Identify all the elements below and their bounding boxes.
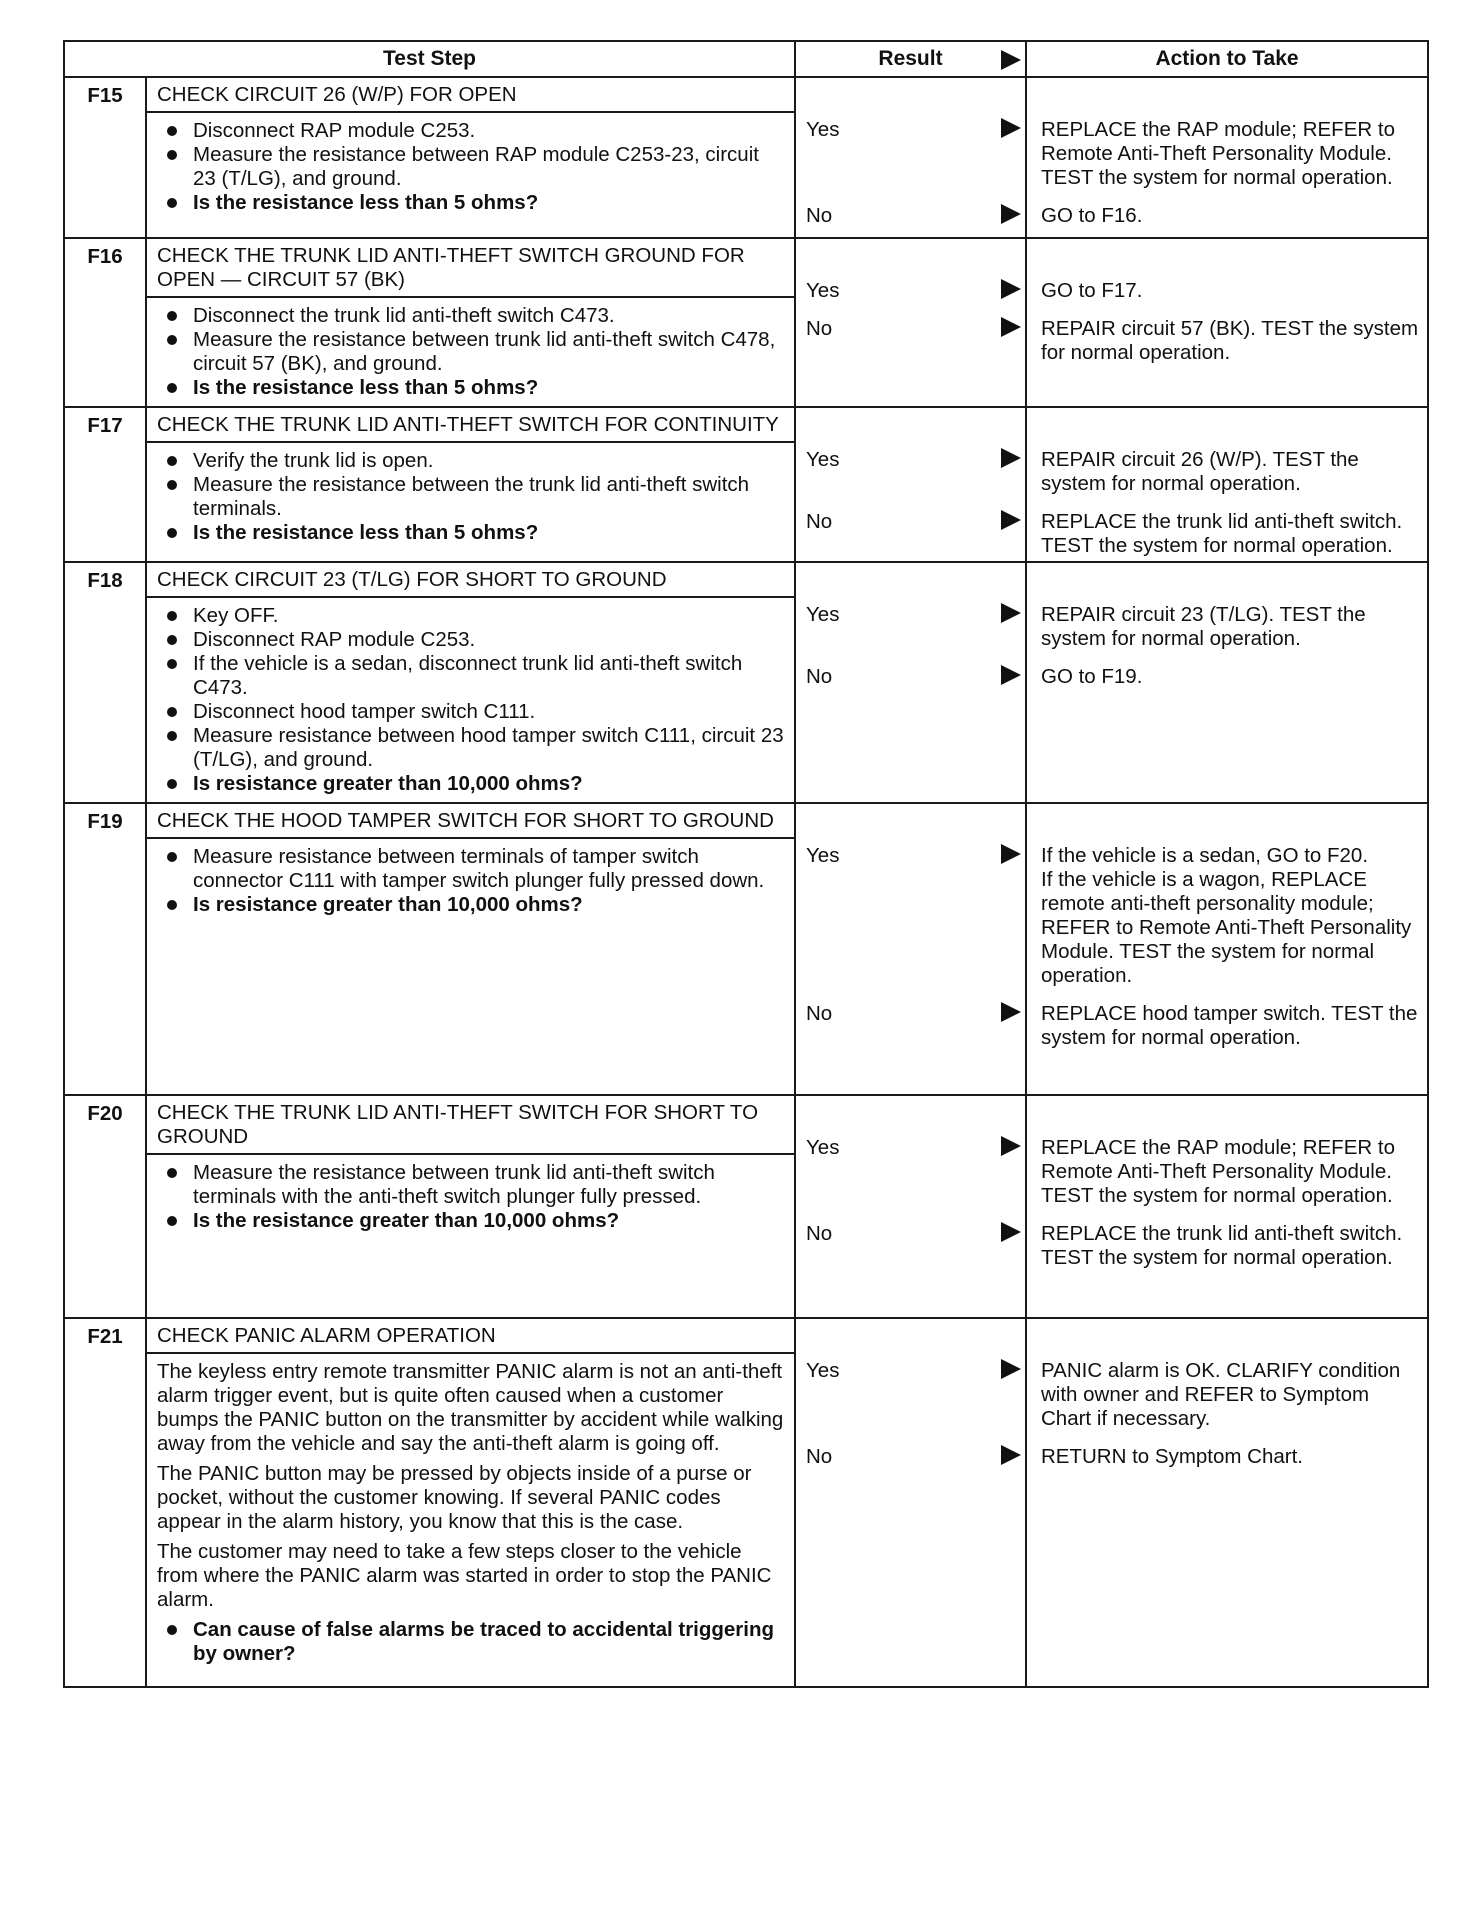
step-instruction: Disconnect hood tamper switch C111. <box>157 700 784 724</box>
step-bullet-list <box>157 449 784 545</box>
result-label: Yes <box>806 603 840 626</box>
step-id: F16 <box>64 238 146 297</box>
step-instruction: Measure the resistance between trunk lid anti-theft switch terminals with the anti-theft switch plunger fully pressed. <box>157 1161 784 1209</box>
step-id-blank <box>64 442 146 562</box>
arrow-right-icon <box>1001 118 1021 138</box>
step-id-blank <box>64 1154 146 1318</box>
step-question: Is the resistance less than 5 ohms? <box>157 521 784 545</box>
step-body <box>146 1154 795 1318</box>
step-paragraph: The keyless entry remote transmitter PANIC alarm is not an anti-theft alarm trigger event, but is quite often caused when a customer bumps the PANIC button on the transmitter by accident while walking away from the vehicle and say the anti-theft alarm is going off. <box>157 1360 784 1455</box>
action-text: REPAIR circuit 57 (BK). TEST the system for normal operation. <box>1041 317 1419 364</box>
step-id-blank <box>64 597 146 803</box>
step-title-row <box>64 1095 1428 1154</box>
result-label: No <box>806 1002 833 1025</box>
header-action: Action to Take <box>1026 41 1428 77</box>
action-yes <box>1027 1359 1427 1431</box>
arrow-right-icon <box>1001 204 1021 224</box>
action-text: RETURN to Symptom Chart. <box>1041 1445 1303 1468</box>
test-table <box>63 40 1429 1688</box>
step-id-blank <box>64 112 146 238</box>
step-actions <box>1026 407 1428 562</box>
step-body <box>146 442 795 562</box>
arrow-right-icon <box>1001 448 1021 468</box>
result-label: Yes <box>806 279 840 302</box>
result-label: No <box>806 204 833 227</box>
step-question: Can cause of false alarms be traced to accidental triggering by owner? <box>157 1618 784 1666</box>
header-result-label: Result <box>878 47 943 70</box>
action-no <box>1027 1002 1427 1050</box>
result-no <box>796 204 1025 228</box>
result-label: Yes <box>806 448 840 471</box>
step-body <box>146 1353 795 1687</box>
arrow-right-icon <box>1001 50 1021 70</box>
step-body <box>146 112 795 238</box>
result-label: Yes <box>806 1359 840 1382</box>
step-question: Is the resistance less than 5 ohms? <box>157 191 784 215</box>
result-label: Yes <box>806 844 840 867</box>
action-yes <box>1027 279 1427 303</box>
step-title-row <box>64 77 1428 112</box>
step-title: CHECK PANIC ALARM OPERATION <box>146 1318 795 1353</box>
result-label: No <box>806 510 833 533</box>
step-title: CHECK THE HOOD TAMPER SWITCH FOR SHORT TO GROUND <box>146 803 795 838</box>
action-yes <box>1027 448 1427 496</box>
step-body <box>146 597 795 803</box>
step-results <box>795 562 1026 803</box>
diagnostic-test-table <box>63 40 1427 1688</box>
step-bullet-list <box>157 845 784 917</box>
step-instruction: Verify the trunk lid is open. <box>157 449 784 473</box>
step-question: Is the resistance greater than 10,000 ohms? <box>157 1209 784 1233</box>
arrow-right-icon <box>1001 1359 1021 1379</box>
action-yes <box>1027 118 1427 190</box>
arrow-right-icon <box>1001 1002 1021 1022</box>
action-text: GO to F17. <box>1041 279 1143 302</box>
step-id: F21 <box>64 1318 146 1687</box>
action-text: GO to F16. <box>1041 204 1143 227</box>
step-id: F19 <box>64 803 146 838</box>
step-title-row <box>64 1318 1428 1353</box>
result-no <box>796 1002 1025 1050</box>
step-id-blank <box>64 297 146 407</box>
action-no <box>1027 1445 1427 1469</box>
action-text: If the vehicle is a sedan, GO to F20. <box>1041 844 1369 867</box>
step-question: Is resistance greater than 10,000 ohms? <box>157 893 784 917</box>
step-title-row <box>64 562 1428 597</box>
step-title: CHECK THE TRUNK LID ANTI-THEFT SWITCH FOR SHORT TO GROUND <box>146 1095 795 1154</box>
action-no <box>1027 510 1427 558</box>
action-yes <box>1027 844 1427 988</box>
step-instruction: Measure resistance between terminals of tamper switch connector C111 with tamper switch plunger fully pressed down. <box>157 845 784 893</box>
step-id: F20 <box>64 1095 146 1154</box>
action-text: GO to F19. <box>1041 665 1143 688</box>
action-no <box>1027 204 1427 228</box>
step-instruction: Disconnect the trunk lid anti-theft switch C473. <box>157 304 784 328</box>
arrow-right-icon <box>1001 844 1021 864</box>
result-no <box>796 665 1025 689</box>
arrow-right-icon <box>1001 603 1021 623</box>
arrow-right-icon <box>1001 1222 1021 1242</box>
arrow-right-icon <box>1001 510 1021 530</box>
step-question: Is the resistance less than 5 ohms? <box>157 376 784 400</box>
result-yes <box>796 118 1025 190</box>
result-label: No <box>806 1222 833 1245</box>
action-text: REPLACE hood tamper switch. TEST the system for normal operation. <box>1041 1002 1418 1049</box>
action-text: REPLACE the RAP module; REFER to Remote Anti-Theft Personality Module. TEST the system for normal operation. <box>1041 1136 1395 1207</box>
action-yes <box>1027 1136 1427 1208</box>
result-label: Yes <box>806 1136 840 1159</box>
step-actions <box>1026 238 1428 407</box>
action-text: REPLACE the trunk lid anti-theft switch. TEST the system for normal operation. <box>1041 510 1403 557</box>
result-no <box>796 317 1025 365</box>
result-no <box>796 510 1025 558</box>
step-title: CHECK THE TRUNK LID ANTI-THEFT SWITCH FOR CONTINUITY <box>146 407 795 442</box>
step-results <box>795 803 1026 1095</box>
step-id-blank <box>64 838 146 1095</box>
result-no <box>796 1445 1025 1469</box>
result-yes <box>796 844 1025 988</box>
step-paragraph: The customer may need to take a few steps closer to the vehicle from where the PANIC alarm was started in order to stop the PANIC alarm. <box>157 1540 772 1611</box>
action-no <box>1027 1222 1427 1270</box>
step-results <box>795 77 1026 238</box>
step-results <box>795 407 1026 562</box>
action-text: REPLACE the trunk lid anti-theft switch. TEST the system for normal operation. <box>1041 1222 1403 1269</box>
arrow-right-icon <box>1001 1136 1021 1156</box>
step-actions <box>1026 77 1428 238</box>
step-bullet-list <box>157 604 784 796</box>
step-title-row <box>64 803 1428 838</box>
result-label: No <box>806 665 833 688</box>
result-yes <box>796 603 1025 651</box>
step-title: CHECK THE TRUNK LID ANTI-THEFT SWITCH GROUND FOR OPEN — CIRCUIT 57 (BK) <box>146 238 795 297</box>
result-label: No <box>806 317 833 340</box>
step-instruction: Disconnect RAP module C253. <box>157 628 784 652</box>
step-instruction: Measure the resistance between trunk lid anti-theft switch C478, circuit 57 (BK), and ground. <box>157 328 784 376</box>
step-title-row <box>64 407 1428 442</box>
step-question: Is resistance greater than 10,000 ohms? <box>157 772 784 796</box>
result-label: No <box>806 1445 833 1468</box>
step-instruction: Measure resistance between hood tamper switch C111, circuit 23 (T/LG), and ground. <box>157 724 784 772</box>
result-yes <box>796 448 1025 496</box>
step-bullet-list <box>157 119 784 215</box>
step-title: CHECK CIRCUIT 26 (W/P) FOR OPEN <box>146 77 795 112</box>
action-no <box>1027 317 1427 365</box>
action-text: REPLACE the RAP module; REFER to Remote Anti-Theft Personality Module. TEST the system for normal operation. <box>1041 118 1395 189</box>
step-id: F17 <box>64 407 146 442</box>
header-result <box>795 41 1026 77</box>
step-id: F18 <box>64 562 146 597</box>
action-text: If the vehicle is a wagon, REPLACE remote anti-theft personality module; REFER to Remote Anti-Theft Personality Module. TEST the system for normal operation. <box>1041 868 1412 987</box>
step-actions <box>1026 562 1428 803</box>
step-instruction: Key OFF. <box>157 604 784 628</box>
step-title-row <box>64 238 1428 297</box>
result-yes <box>796 279 1025 303</box>
step-paragraph: The PANIC button may be pressed by objects inside of a purse or pocket, without the customer knowing. If several PANIC codes appear in the alarm history, you know that this is the case. <box>157 1462 752 1533</box>
step-instruction: Measure the resistance between RAP module C253-23, circuit 23 (T/LG), and ground. <box>157 143 784 191</box>
result-label: Yes <box>806 118 840 141</box>
result-no <box>796 1222 1025 1270</box>
header-test-step: Test Step <box>64 41 795 77</box>
action-text: PANIC alarm is OK. CLARIFY condition with owner and REFER to Symptom Chart if necessary. <box>1041 1359 1401 1430</box>
result-yes <box>796 1359 1025 1431</box>
step-instruction: Disconnect RAP module C253. <box>157 119 784 143</box>
table-header-row <box>64 41 1428 77</box>
step-instruction: Measure the resistance between the trunk lid anti-theft switch terminals. <box>157 473 784 521</box>
step-bullet-list <box>157 1161 784 1233</box>
step-body <box>146 838 795 1095</box>
step-results <box>795 1095 1026 1318</box>
arrow-right-icon <box>1001 665 1021 685</box>
result-yes <box>796 1136 1025 1208</box>
step-actions <box>1026 1318 1428 1687</box>
step-actions <box>1026 803 1428 1095</box>
step-results <box>795 238 1026 407</box>
step-bullet-list <box>157 1618 784 1666</box>
arrow-right-icon <box>1001 1445 1021 1465</box>
action-yes <box>1027 603 1427 651</box>
step-instruction: If the vehicle is a sedan, disconnect trunk lid anti-theft switch C473. <box>157 652 784 700</box>
arrow-right-icon <box>1001 317 1021 337</box>
action-text: REPAIR circuit 23 (T/LG). TEST the system for normal operation. <box>1041 603 1366 650</box>
action-text: REPAIR circuit 26 (W/P). TEST the system for normal operation. <box>1041 448 1359 495</box>
step-body <box>146 297 795 407</box>
step-actions <box>1026 1095 1428 1318</box>
step-results <box>795 1318 1026 1687</box>
step-id: F15 <box>64 77 146 112</box>
action-no <box>1027 665 1427 689</box>
arrow-right-icon <box>1001 279 1021 299</box>
step-title: CHECK CIRCUIT 23 (T/LG) FOR SHORT TO GROUND <box>146 562 795 597</box>
step-bullet-list <box>157 304 784 400</box>
